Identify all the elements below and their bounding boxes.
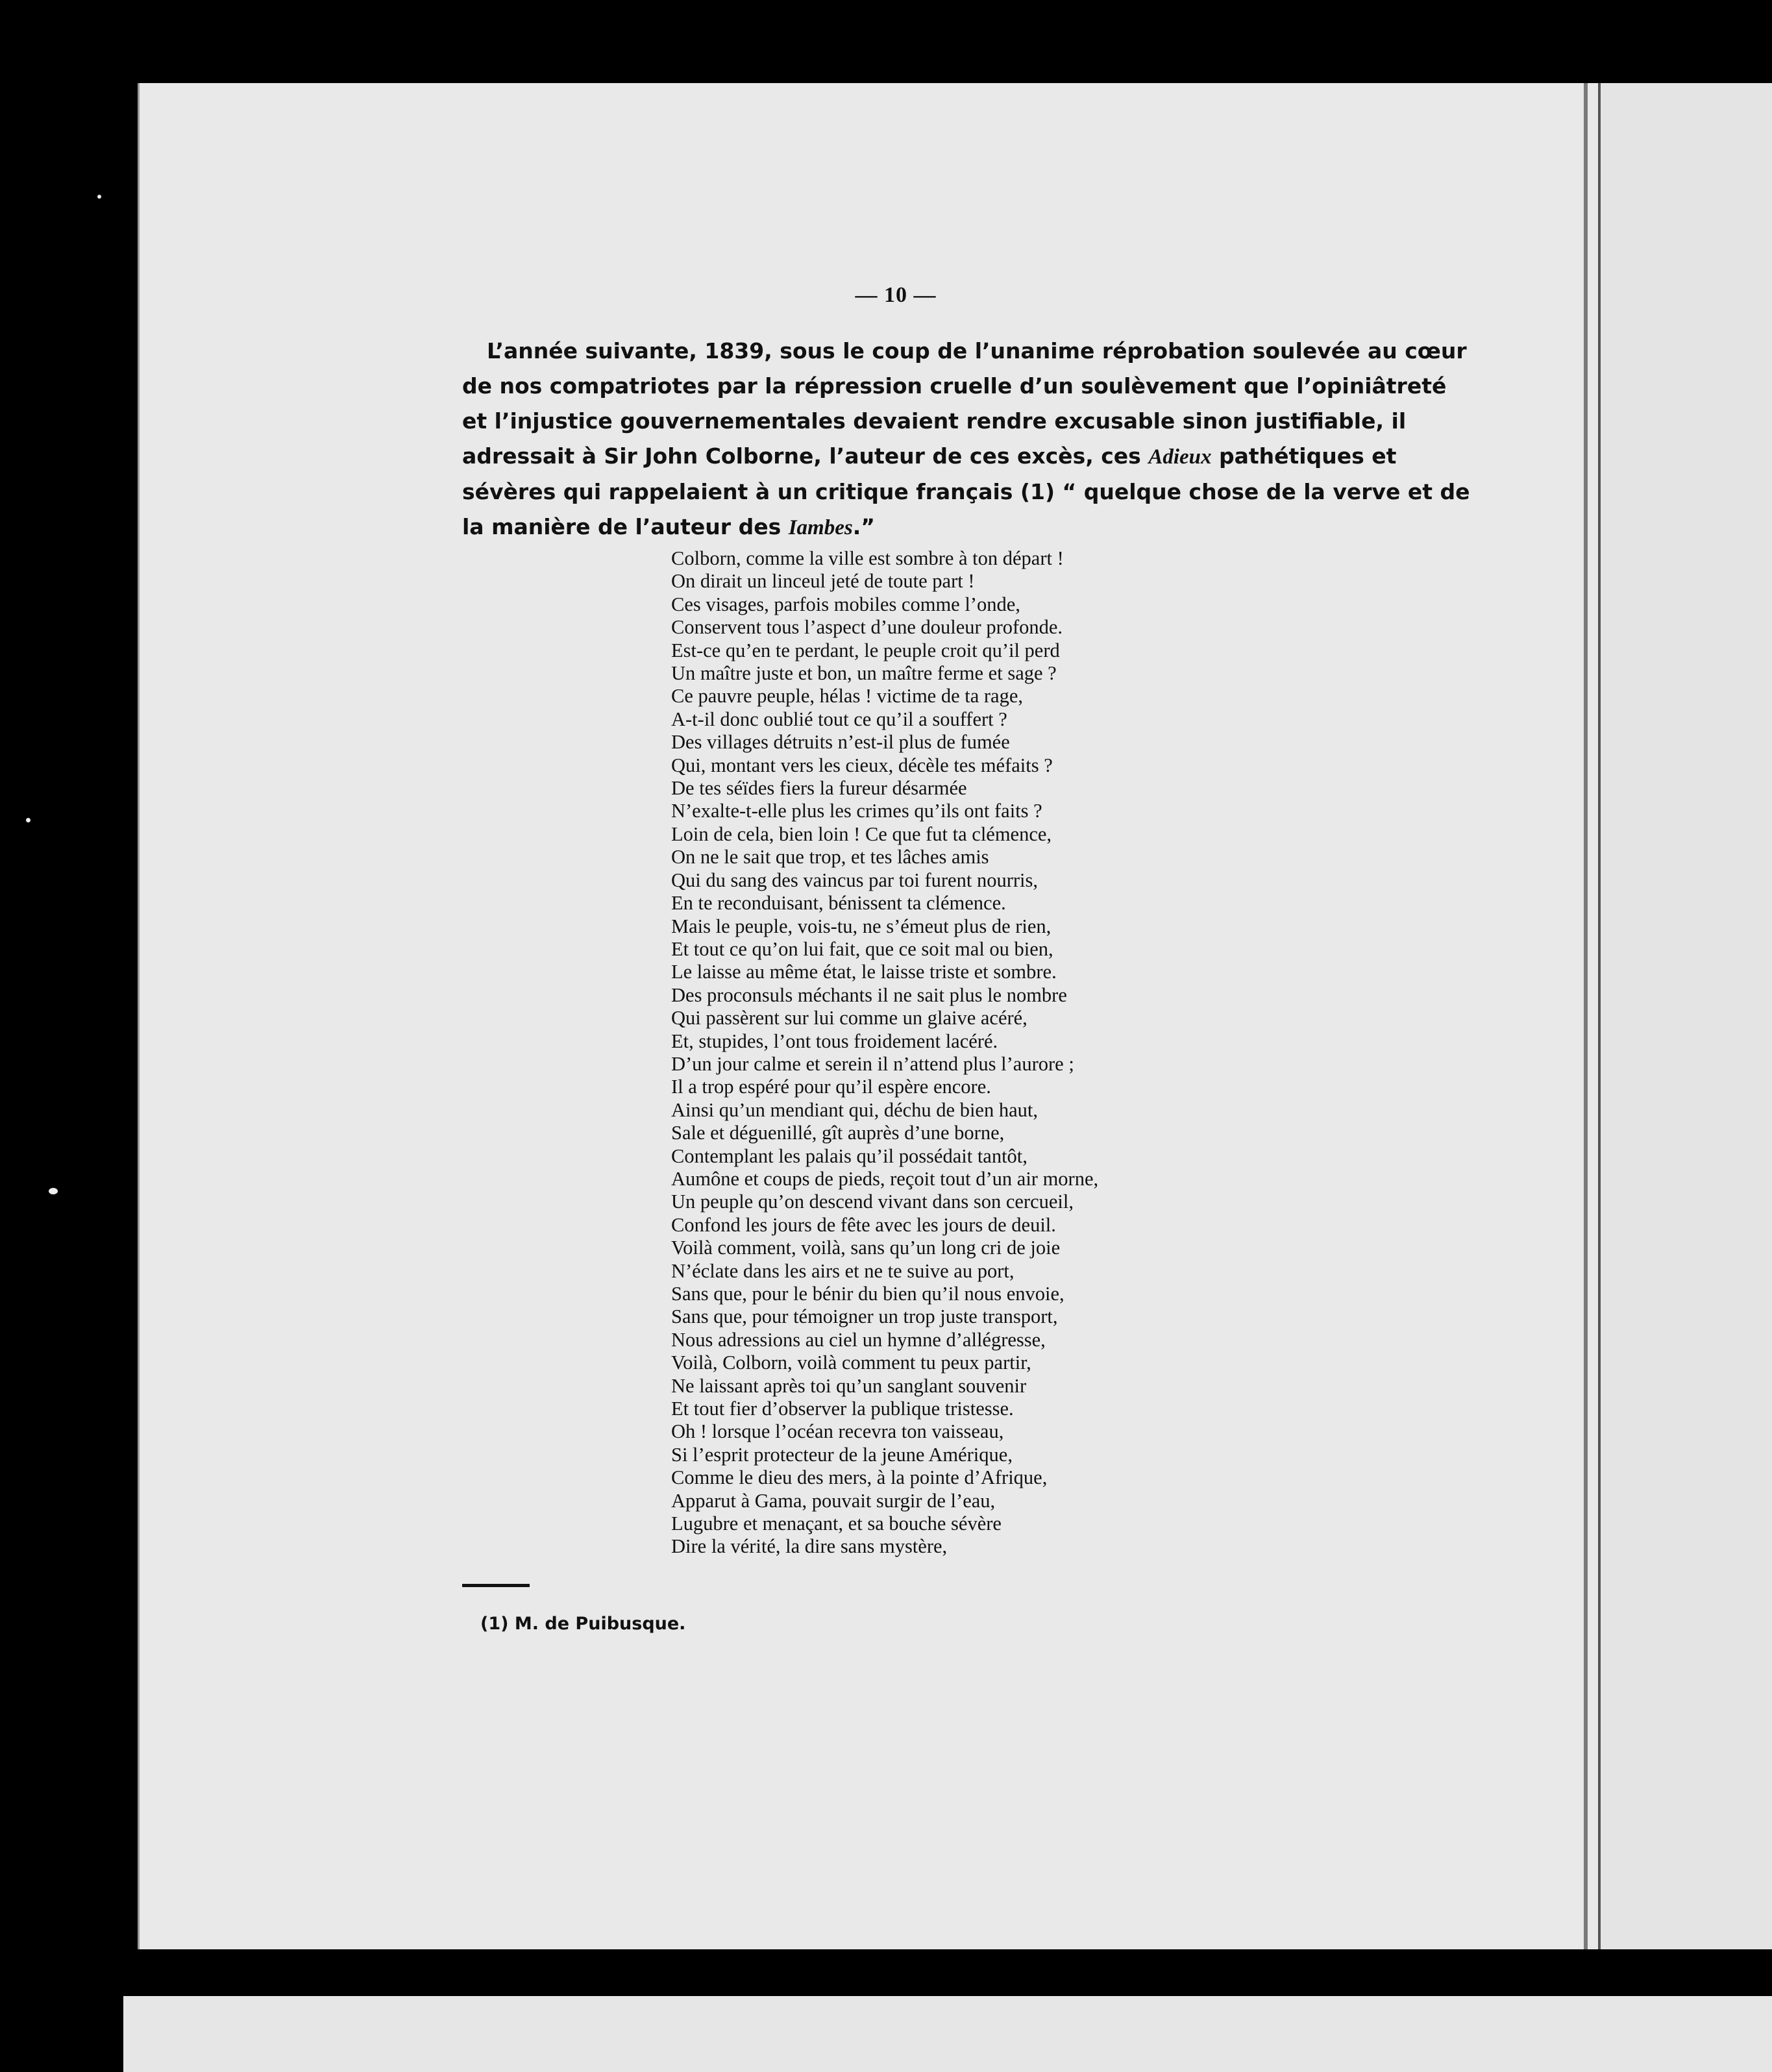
poem-verse: Oh ! lorsque l’océan recevra ton vaisseau, (671, 1420, 1004, 1443)
poem-verse: Ces visages, parfois mobiles comme l’onde, (671, 593, 1020, 615)
poem-verse: Des proconsuls méchants il ne sait plus le nombre (671, 983, 1067, 1006)
page-gutter-shadow (1584, 83, 1588, 1949)
iambes-title: Iambes (788, 516, 853, 539)
poem-verse: Qui passèrent sur lui comme un glaive acéré, (671, 1007, 1028, 1030)
poem-verse: Le laisse au même état, le laisse triste et sombre. (671, 961, 1057, 983)
poem-verse: Voilà, Colborn, voilà comment tu peux partir, (671, 1351, 1031, 1374)
poem-verse: Loin de cela, bien loin ! Ce que fut ta clémence, (671, 822, 1052, 845)
poem-verse: Voilà comment, voilà, sans qu’un long cri de joie (671, 1237, 1061, 1259)
poem-verse: Il a trop espéré pour qu’il espère encore. (671, 1076, 991, 1098)
poem-verse: Un maître juste et bon, un maître ferme et sage ? (671, 662, 1057, 685)
poem-verse: Sale et déguenillé, gît auprès d’une borne, (671, 1122, 1005, 1144)
paragraph-line-text: adressait à Sir John Colborne, l’auteur de ces excès, ces (462, 443, 1149, 469)
paragraph-line: et l’injustice gouvernementales devaient rendre excusable sinon justifiable, il (462, 408, 1407, 434)
poem-verse: Ainsi qu’un mendiant qui, déchu de bien haut, (671, 1098, 1038, 1121)
paragraph-line: de nos compatriotes par la répression cruelle d’un soulèvement que l’opiniâtreté (462, 373, 1447, 399)
footnote-rule (462, 1584, 530, 1587)
poem-verse: Ce pauvre peuple, hélas ! victime de ta rage, (671, 685, 1023, 708)
scan-speck (97, 195, 101, 199)
poem-verse: On dirait un linceul jeté de toute part ! (671, 570, 975, 593)
poem-verse: Et, stupides, l’ont tous froidement lacéré. (671, 1030, 998, 1052)
poem-verse: D’un jour calme et serein il n’attend plus l’aurore ; (671, 1052, 1074, 1075)
poem-verse: On ne le sait que trop, et tes lâches amis (671, 846, 989, 869)
page-left-edge (138, 83, 140, 1949)
poem-verse: Est-ce qu’en te perdant, le peuple croit qu’il perd (671, 639, 1060, 661)
poem-verse: Sans que, pour le bénir du bien qu’il nous envoie, (671, 1283, 1064, 1305)
poem-verse: Aumône et coups de pieds, reçoit tout d’un air morne, (671, 1167, 1099, 1190)
poem-verse: Ne laissant après toi qu’un sanglant souvenir (671, 1374, 1027, 1397)
paragraph-line-tail: .” (852, 514, 875, 539)
poem-verse: Un peuple qu’on descend vivant dans son cercueil, (671, 1190, 1074, 1213)
footnote: (1) M. de Puibusque. (480, 1614, 686, 1634)
scan-speck (26, 818, 31, 822)
poem-verse: Lugubre et menaçant, et sa bouche sévère (671, 1512, 1002, 1535)
paragraph-line (462, 510, 1332, 545)
page-number: — 10 — (855, 283, 937, 307)
poem-verse: Apparut à Gama, pouvait surgir de l’eau, (671, 1489, 996, 1512)
scan-speck (49, 1188, 58, 1194)
poem-verse: N’éclate dans les airs et ne te suive au port, (671, 1259, 1015, 1282)
poem-verse: Contemplant les palais qu’il possédait tantôt, (671, 1144, 1028, 1167)
paragraph-line: L’année suivante, 1839, sous le coup de l’unanime réprobation soulevée au cœur (487, 338, 1467, 364)
poem-verse: Comme le dieu des mers, à la pointe d’Afrique, (671, 1466, 1048, 1489)
next-page-strip (123, 1996, 1772, 2072)
poem-verse: Et tout fier d’observer la publique tristesse. (671, 1398, 1014, 1420)
paragraph-line (462, 439, 1397, 475)
poem-verse: Qui, montant vers les cieux, décèle tes méfaits ? (671, 754, 1053, 776)
poem-verse: Dire la vérité, la dire sans mystère, (671, 1535, 948, 1558)
poem-verse: Confond les jours de fête avec les jours de deuil. (671, 1213, 1056, 1236)
poem-verse: Des villages détruits n’est-il plus de fumée (671, 731, 1010, 754)
poem-verse: Qui du sang des vaincus par toi furent nourris, (671, 869, 1038, 891)
poem-verse: En te reconduisant, bénissent ta clémence. (671, 892, 1006, 915)
paragraph-line-text: la manière de l’auteur des (462, 514, 789, 539)
poem-verse: Mais le peuple, vois-tu, ne s’émeut plus de rien, (671, 915, 1052, 937)
poem-verse: Et tout ce qu’on lui fait, que ce soit mal ou bien, (671, 937, 1053, 960)
facing-page-edge (1598, 83, 1772, 1949)
poem-verse: Conservent tous l’aspect d’une douleur profonde. (671, 616, 1063, 639)
poem-verse: Nous adressions au ciel un hymne d’allégresse, (671, 1328, 1046, 1351)
poem-verse: Sans que, pour témoigner un trop juste transport, (671, 1305, 1058, 1328)
poem-verse: De tes séïdes fiers la fureur désarmée (671, 777, 967, 800)
poem-verse: Colborn, comme la ville est sombre à ton départ ! (671, 547, 1064, 569)
introductory-paragraph (462, 334, 1470, 545)
poem-verse: N’exalte-t-elle plus les crimes qu’ils ont faits ? (671, 800, 1042, 822)
paragraph-line-tail: pathétiques et (1211, 443, 1397, 469)
paragraph-line: sévères qui rappelaient à un critique français (1) “ quelque chose de la verve et de (462, 479, 1470, 504)
poem-verse: A-t-il donc oublié tout ce qu’il a souffert ? (671, 708, 1007, 730)
poem-verse: Si l’esprit protecteur de la jeune Amérique, (671, 1443, 1013, 1466)
adieux-title: Adieux (1148, 445, 1212, 469)
poem-adieux (671, 547, 1255, 1559)
